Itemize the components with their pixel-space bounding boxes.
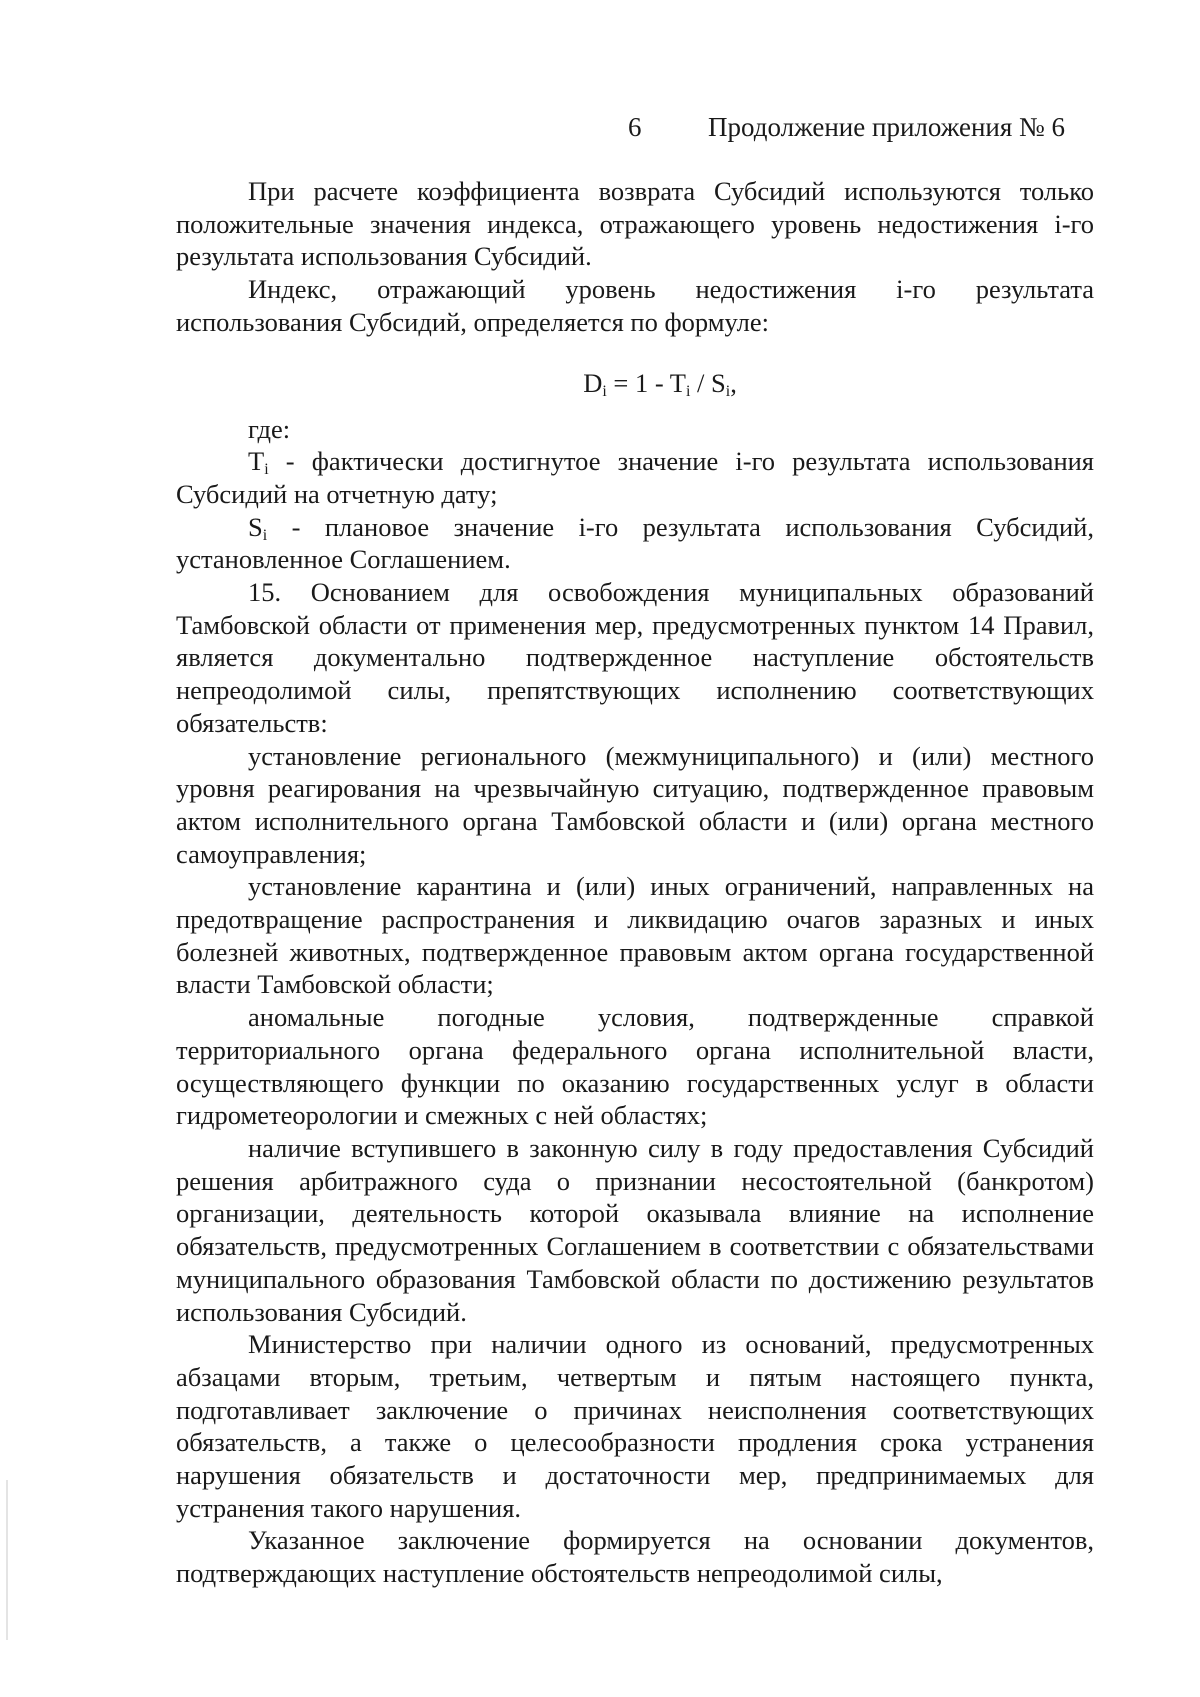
paragraph-ministry: Министерство при наличии одного из оснований, предусмотренных абзацами вторым, третьим, четвертым и пятым настоящего пункта, подготавливает заключение о причинах неисполнения соответствующих обязательств, а также о целесообразности продления срока устранения нарушения обязательств и достаточности мер, предпринимаемых для устранения такого нарушения. bbox=[176, 1329, 1094, 1523]
paragraph-quarantine: установление карантина и (или) иных ограничений, направленных на предотвращение распространения и ликвидацию очагов заразных и иных болезней животных, подтвержденное правовым актом органа государственной власти Тамбовской области; bbox=[176, 871, 1094, 1000]
formula: $D_i = 1 - T_i / S_i$, bbox=[583, 367, 737, 400]
paragraph-positive-values: При расчете коэффициента возврата Субсидий используются только положительные значения индекса, отражающего уровень недостижения i-го результата использования Субсидий. bbox=[176, 176, 1094, 272]
definition-t: $T_i$ - фактически достигнутое значение i-го результата использования Субсидий на отчетную дату; bbox=[176, 446, 1094, 509]
document-body bbox=[176, 175, 1094, 1590]
where-label: где: bbox=[248, 413, 291, 444]
definition-s: $S_i$ - плановое значение i-го результата использования Субсидий, установленное Соглашением. bbox=[176, 511, 1094, 575]
paragraph-weather: аномальные погодные условия, подтвержденные справкой территориального органа федерального органа исполнительной власти, осуществляющего функции по оказанию государственных услуг в области гидрометеорологии и смежных с ней областях; bbox=[176, 1002, 1094, 1131]
scan-edge-mark bbox=[6, 1480, 8, 1640]
paragraph-index-definition: Индекс, отражающий уровень недостижения i-го результата использования Субсидий, определяется по формуле: bbox=[176, 274, 1094, 337]
paragraph-15: 15. Основанием для освобождения муниципальных образований Тамбовской области от применения мер, предусмотренных пунктом 14 Правил, является документально подтвержденное наступление обстоятельств непреодолимой силы, препятствующих исполнению соответствующих обязательств: bbox=[176, 577, 1094, 738]
appendix-continuation-label: Продолжение приложения № 6 bbox=[708, 112, 1066, 142]
paragraph-conclusion: Указанное заключение формируется на основании документов, подтверждающих наступление обстоятельств непреодолимой силы, bbox=[176, 1525, 1094, 1589]
page-number: 6 bbox=[628, 112, 642, 142]
paragraph-bankruptcy: наличие вступившего в законную силу в году предоставления Субсидий решения арбитражного суда о признании несостоятельной (банкротом) организации, деятельность которой оказывала влияние на исполнение обязательств, предусмотренных Соглашением в соответствии с обязательствами муниципального образования Тамбовской области по достижению результатов использования Субсидий. bbox=[176, 1132, 1094, 1327]
page-header bbox=[0, 112, 1200, 152]
paragraph-regional-emergency: установление регионального (межмуниципального) и (или) местного уровня реагирования на чрезвычайную ситуацию, подтвержденное правовым актом исполнительного органа Тамбовской области и (или) органа местного самоуправления; bbox=[176, 740, 1094, 869]
